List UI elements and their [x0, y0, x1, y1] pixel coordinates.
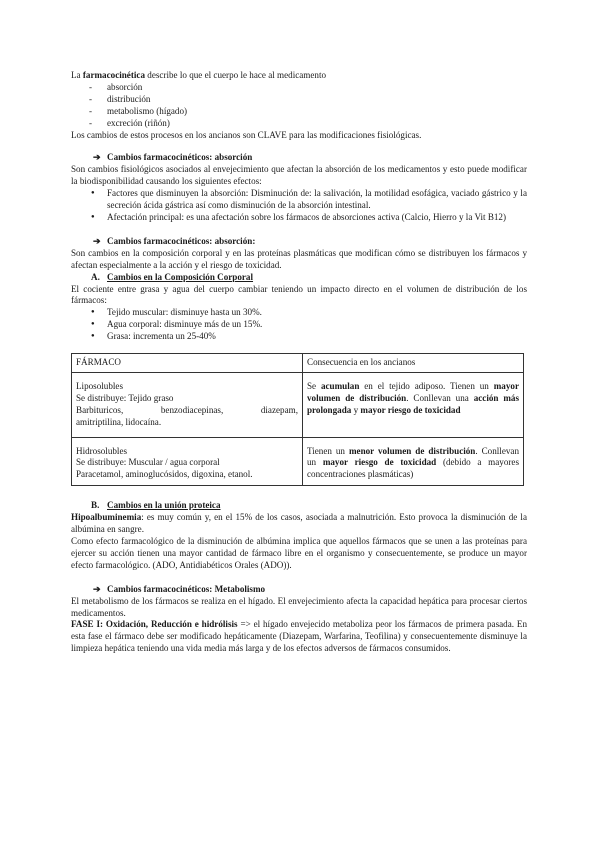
- arrow-icon: ➔: [93, 152, 101, 163]
- composicion-text: El cociente entre grasa y agua del cuerpo cambiar teniendo un impacto directo en el volumen de distribución de los fármacos:: [71, 283, 527, 306]
- intro-paragraph: La farmacocinética describe lo que el cuerpo le hace al medicamento: [71, 70, 327, 80]
- list-item: ● Grasa: incrementa un 25-40%: [71, 331, 527, 343]
- albumina-effect-text: Como efecto farmacológico de la disminución de albúmina implica que aquellos fármacos que se unen a las proteínas para ejercer su acción tienen una mayor cantidad de fármaco libre en el organismo y consecuentemente, se produce un mayor efecto farmacológico. (ADO, Antidiabéticos Orales (ADO)).: [71, 536, 527, 570]
- absorcion-text: Son cambios fisiológicos asociados al envejecimiento que afectan la absorción de los medicamentos y esto puede modificar la biodisponibilidad causando los siguientes efectos:: [71, 164, 527, 187]
- section-heading-absorcion: ➔ Cambios farmacocinéticos: absorción: [93, 152, 253, 163]
- arrow-icon: ➔: [93, 235, 101, 246]
- section-heading-distribucion: ➔ Cambios farmacocinéticos: absorción:: [93, 235, 256, 246]
- arrow-icon: ➔: [93, 583, 101, 594]
- list-item: ● Factores que disminuyen la absorción: Disminución de: la salivación, la motilidad esofágica, vaciado gástrico y la secreción ácida gástrica así como disminución de la absorción intestinal.: [71, 188, 527, 212]
- table-cell-drug: Liposolubles Se distribuye: Tejido graso Barbituricos, benzodiacepinas, diazepam, amitriptilina, lidocaína.: [72, 372, 303, 437]
- list-item: - excreción (riñón): [71, 118, 527, 130]
- table-cell-drug: Hidrosolubles Se distribuye: Muscular / agua corporal Paracetamol, aminoglucósidos, digoxina, etanol.: [72, 437, 303, 486]
- table-row: [72, 372, 524, 437]
- table-header-cell: FÁRMACO: [72, 354, 303, 373]
- intro-closing: Los cambios de estos procesos en los ancianos son CLAVE para las modificaciones fisiológicas.: [71, 129, 422, 140]
- composicion-bullets: [71, 307, 527, 343]
- subheading-composicion: A. Cambios en la Composición Corporal: [91, 271, 254, 282]
- hipoalbuminemia-text: Hipoalbuminemia: es muy común y, en el 15% de los casos, asociada a malnutrición. Esto provoca la disminución de la albúmina en sangre.: [71, 512, 527, 535]
- fase-i-text: FASE I: Oxidación, Reducción e hidrólisis => el hígado envejecido metaboliza peor los fármacos de primera pasada. En esta fase el fármaco debe ser modificado hepáticamente (Diazepam, Warfarina, Teofilina) y consecuentemente disminuye la limpieza hepática teniendo una vida media más larga y de los efectos adversos de fármacos consumidos.: [71, 619, 527, 654]
- pk-process-list: [71, 82, 527, 130]
- list-item: ● Agua corporal: disminuye más de un 15%.: [71, 319, 527, 331]
- metabolismo-text: El metabolismo de los fármacos se realiza en el hígado. El envejecimiento afecta la capacidad hepática para procesar ciertos medicamentos.: [71, 595, 527, 618]
- document-body: [71, 70, 527, 655]
- list-item: ● Tejido muscular: disminuye hasta un 30%.: [71, 307, 527, 319]
- table-cell-consequence: Se acumulan en el tejido adiposo. Tienen un mayor volumen de distribución. Conllevan una acción más prolongada y mayor riesgo de toxicidad: [303, 372, 524, 437]
- list-item: - metabolismo (hígado): [71, 106, 527, 118]
- table-header-cell: Consecuencia en los ancianos: [303, 354, 524, 373]
- section-heading-metabolismo: ➔ Cambios farmacocinéticos: Metabolismo: [93, 583, 266, 594]
- table-cell-consequence: Tienen un menor volumen de distribución. Conllevan un mayor riesgo de toxicidad (debido a mayores concentraciones plasmáticas): [303, 437, 524, 486]
- drug-table: [71, 353, 524, 486]
- absorcion-bullets: [71, 188, 527, 224]
- table-row: [72, 437, 524, 486]
- subheading-union-proteica: B. Cambios en la unión proteica: [91, 500, 221, 511]
- list-item: - absorción: [71, 82, 527, 94]
- list-item: ● Afectación principal: es una afectación sobre los fármacos de absorciones activa (Calcio, Hierro y la Vit B12): [71, 212, 527, 224]
- table-header-row: [72, 354, 524, 373]
- distribucion-text: Son cambios en la composición corporal y en las proteínas plasmáticas que modifican cómo se distribuyen los fármacos y afectan especialmente a la acción y el riesgo de toxicidad.: [71, 247, 527, 270]
- list-item: - distribución: [71, 94, 527, 106]
